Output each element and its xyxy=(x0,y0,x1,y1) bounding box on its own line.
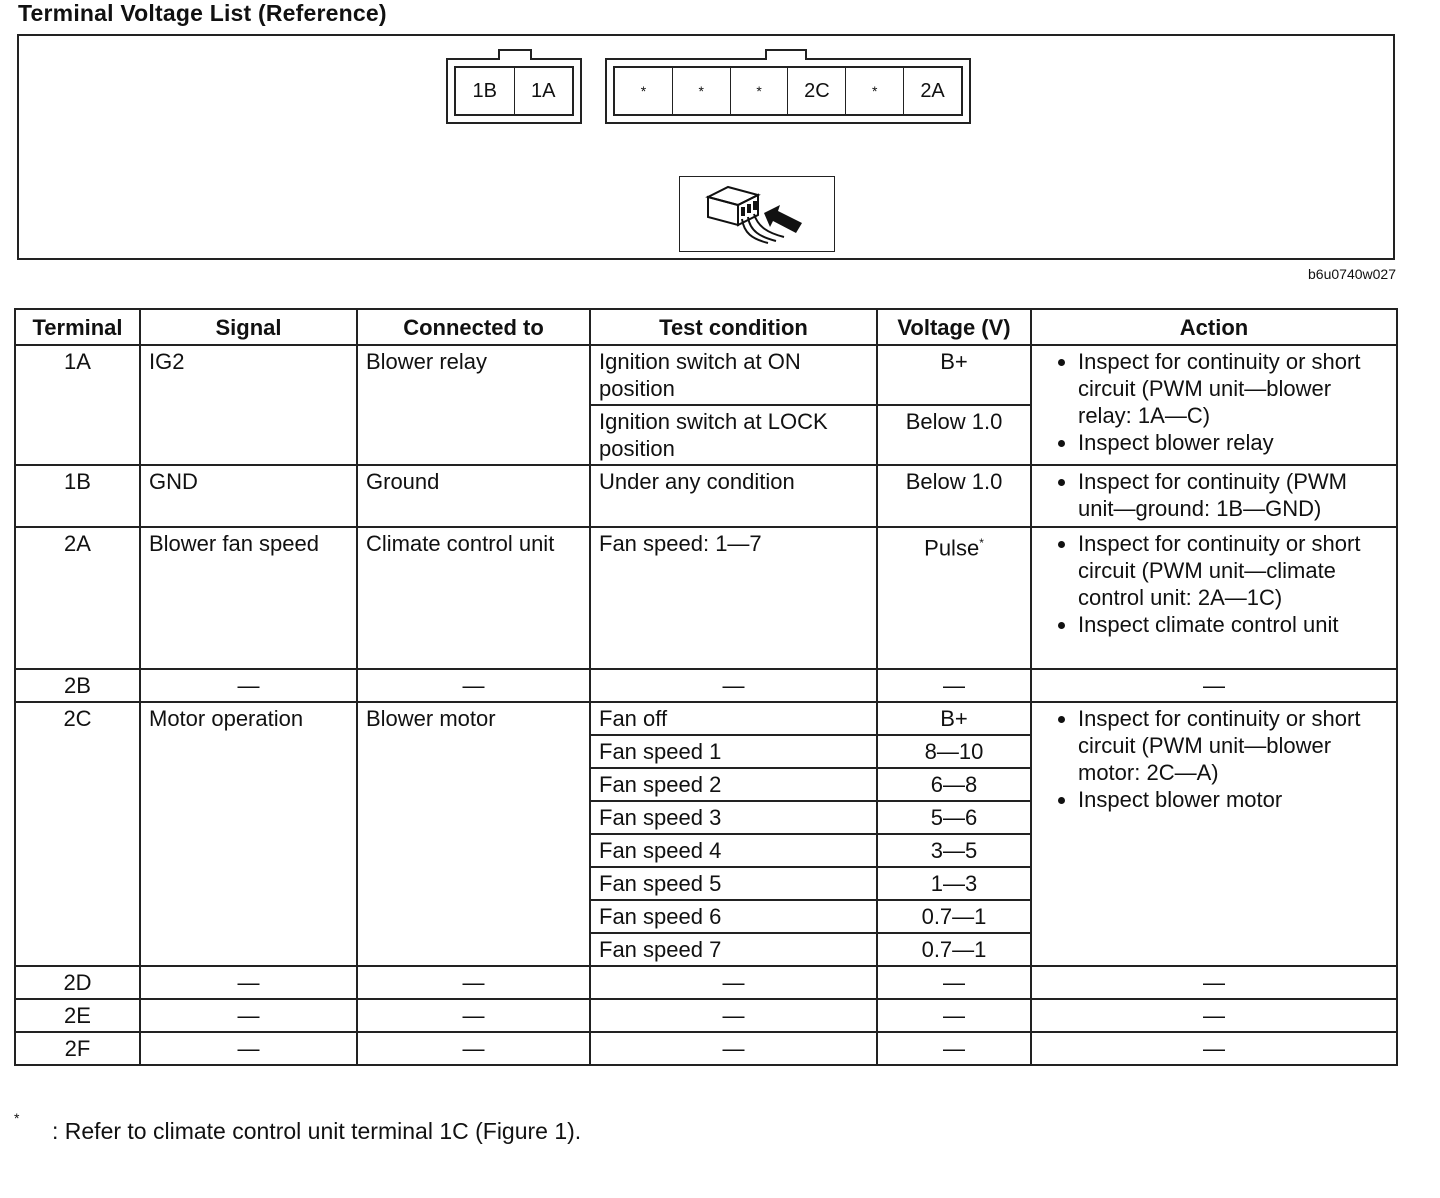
connected-cell: Climate control unit xyxy=(357,527,590,669)
action-item: • Inspect blower motor xyxy=(1078,786,1388,813)
condition-cell: Fan speed 3 xyxy=(590,801,877,834)
signal-cell: IG2 xyxy=(140,345,357,465)
condition-cell: Ignition switch at LOCK position xyxy=(590,405,877,465)
connector-2-pin: 2A xyxy=(920,79,945,102)
voltage-cell: Below 1.0 xyxy=(877,465,1031,527)
connected-cell: Ground xyxy=(357,465,590,527)
dash-cell: — xyxy=(590,1032,877,1065)
action-item: • Inspect for continuity or short circuit (PWM unit—climate control unit: 2A—1C) xyxy=(1078,530,1388,611)
connector-2-pin: * xyxy=(731,68,789,114)
connector-1-pin: 1B xyxy=(456,68,515,114)
footnote-ref: * xyxy=(979,536,984,550)
voltage-cell: 3—5 xyxy=(877,834,1031,867)
header-signal: Signal xyxy=(140,309,357,345)
table-row xyxy=(15,1032,1397,1065)
footnote-mark: * xyxy=(14,1110,20,1126)
voltage-cell xyxy=(877,527,1031,669)
connected-cell: Blower motor xyxy=(357,702,590,966)
action-item: • Inspect blower relay xyxy=(1078,429,1388,456)
condition-cell: Fan speed 6 xyxy=(590,900,877,933)
harness-side-connector-view-icon xyxy=(679,176,835,252)
condition-cell: Under any condition xyxy=(590,465,877,527)
dash-cell: — xyxy=(140,966,357,999)
signal-cell: Blower fan speed xyxy=(140,527,357,669)
voltage-cell: 0.7—1 xyxy=(877,900,1031,933)
dash-cell: — xyxy=(357,966,590,999)
voltage-cell: B+ xyxy=(877,702,1031,735)
dash-cell: — xyxy=(357,999,590,1032)
signal-cell: Motor operation xyxy=(140,702,357,966)
table-row xyxy=(15,345,1397,405)
dash-cell: — xyxy=(877,669,1031,702)
condition-cell: Fan speed 2 xyxy=(590,768,877,801)
dash-cell: — xyxy=(1031,999,1397,1032)
dash-cell: — xyxy=(357,669,590,702)
action-cell xyxy=(1031,527,1397,669)
terminal-cell: 1B xyxy=(15,465,140,527)
voltage-cell: 6—8 xyxy=(877,768,1031,801)
condition-cell: Fan speed: 1—7 xyxy=(590,527,877,669)
action-cell xyxy=(1031,702,1397,966)
voltage-cell: B+ xyxy=(877,345,1031,405)
condition-cell: Fan speed 7 xyxy=(590,933,877,966)
header-action: Action xyxy=(1031,309,1397,345)
dash-cell: — xyxy=(357,1032,590,1065)
header-voltage: Voltage (V) xyxy=(877,309,1031,345)
dash-cell: — xyxy=(590,999,877,1032)
condition-cell: Fan off xyxy=(590,702,877,735)
condition-cell: Fan speed 5 xyxy=(590,867,877,900)
terminal-cell: 1A xyxy=(15,345,140,465)
terminal-cell: 2D xyxy=(15,966,140,999)
terminal-voltage-table xyxy=(14,308,1398,1066)
dash-cell: — xyxy=(1031,669,1397,702)
figure-code: b6u0740w027 xyxy=(1308,266,1396,282)
dash-cell: — xyxy=(877,999,1031,1032)
dash-cell: — xyxy=(140,1032,357,1065)
header-test-condition: Test condition xyxy=(590,309,877,345)
voltage-value: Pulse xyxy=(924,535,980,561)
signal-cell: GND xyxy=(140,465,357,527)
table-row xyxy=(15,702,1397,735)
dash-cell: — xyxy=(140,999,357,1032)
action-item: • Inspect for continuity or short circuit (PWM unit—blower motor: 2C—A) xyxy=(1078,705,1388,786)
action-item: • Inspect for continuity (PWM unit—ground: 1B—GND) xyxy=(1078,468,1388,522)
voltage-cell: 5—6 xyxy=(877,801,1031,834)
voltage-cell: 8—10 xyxy=(877,735,1031,768)
table-row xyxy=(15,669,1397,702)
condition-cell: Ignition switch at ON position xyxy=(590,345,877,405)
voltage-cell: 0.7—1 xyxy=(877,933,1031,966)
condition-cell: Fan speed 1 xyxy=(590,735,877,768)
terminal-cell: 2C xyxy=(15,702,140,966)
voltage-cell: 1—3 xyxy=(877,867,1031,900)
action-item: • Inspect for continuity or short circuit (PWM unit—blower relay: 1A—C) xyxy=(1078,348,1388,429)
terminal-cell: 2E xyxy=(15,999,140,1032)
footnote-text: : Refer to climate control unit terminal 1C (Figure 1). xyxy=(52,1118,582,1144)
connector-2-pin: * xyxy=(846,68,904,114)
terminal-cell: 2B xyxy=(15,669,140,702)
connector-2-pin: * xyxy=(673,68,731,114)
header-connected-to: Connected to xyxy=(357,309,590,345)
connected-cell: Blower relay xyxy=(357,345,590,465)
terminal-cell: 2F xyxy=(15,1032,140,1065)
table-row xyxy=(15,465,1397,527)
dash-cell: — xyxy=(140,669,357,702)
action-cell xyxy=(1031,345,1397,465)
dash-cell: — xyxy=(1031,966,1397,999)
connector-1 xyxy=(446,58,582,124)
connector-2 xyxy=(605,58,971,124)
dash-cell: — xyxy=(1031,1032,1397,1065)
dash-cell: — xyxy=(590,966,877,999)
dash-cell: — xyxy=(877,1032,1031,1065)
table-row xyxy=(15,999,1397,1032)
connector-1-pin: 1A xyxy=(531,79,556,102)
voltage-cell: Below 1.0 xyxy=(877,405,1031,465)
dash-cell: — xyxy=(877,966,1031,999)
connector-2-pin: 2C xyxy=(788,68,846,114)
terminal-cell: 2A xyxy=(15,527,140,669)
table-row xyxy=(15,527,1397,669)
connector-figure xyxy=(17,34,1395,260)
header-terminal: Terminal xyxy=(15,309,140,345)
dash-cell: — xyxy=(590,669,877,702)
connector-2-pin: * xyxy=(615,68,673,114)
table-header-row xyxy=(15,309,1397,345)
table-row xyxy=(15,966,1397,999)
action-item: • Inspect climate control unit xyxy=(1078,611,1388,638)
page-title: Terminal Voltage List (Reference) xyxy=(18,0,387,26)
condition-cell: Fan speed 4 xyxy=(590,834,877,867)
action-cell xyxy=(1031,465,1397,527)
